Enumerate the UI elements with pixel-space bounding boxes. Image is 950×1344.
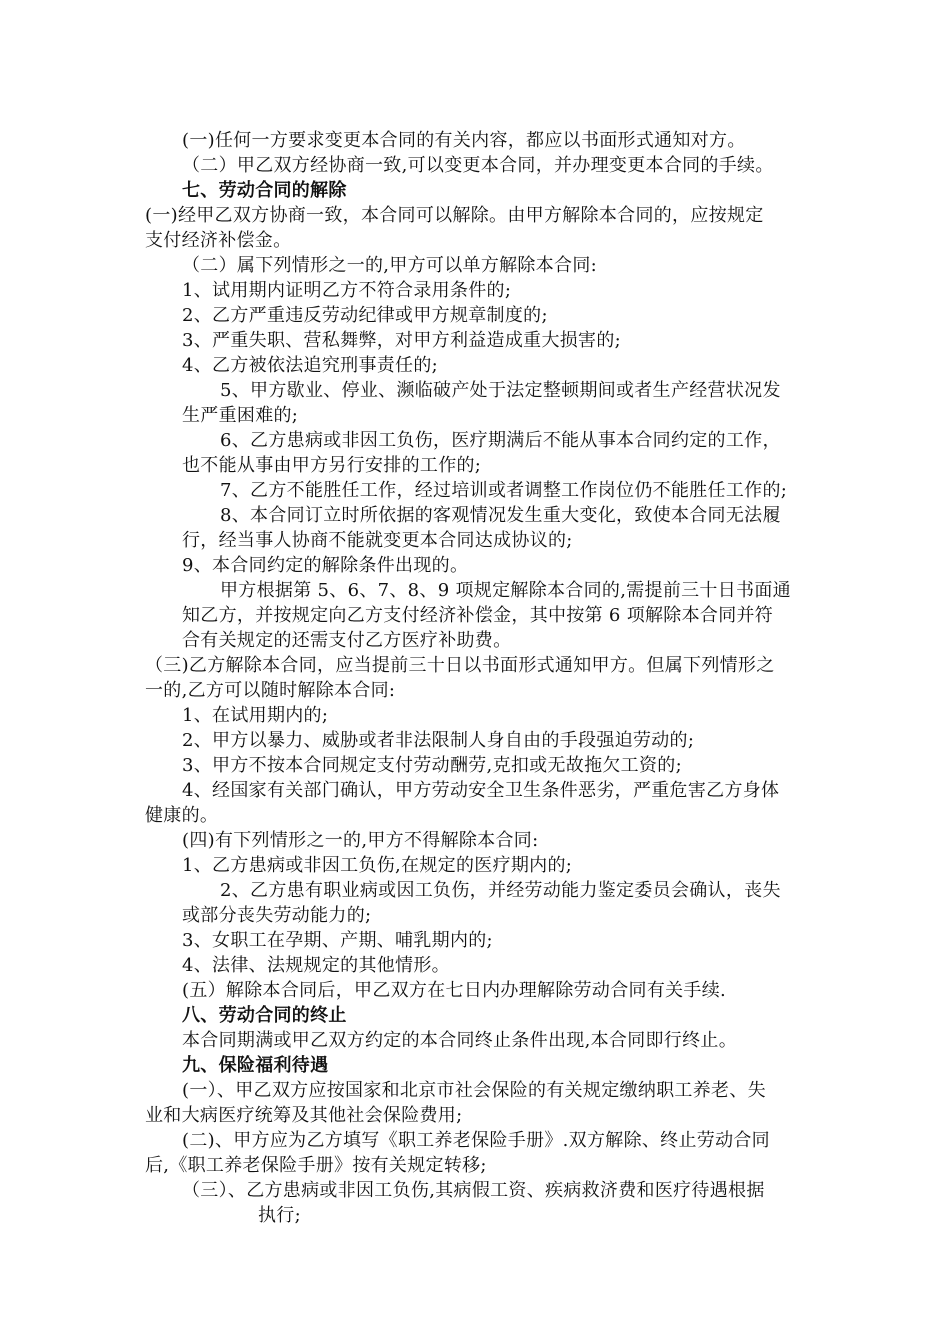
text-line: 生严重困难的;	[182, 405, 299, 426]
text-line: （二）甲乙双方经协商一致,可以变更本合同，并办理变更本合同的手续。	[182, 155, 774, 176]
text-line: （三）、乙方患病或非因工负伤,其病假工资、疾病救济费和医疗待遇根据	[182, 1180, 765, 1201]
text-line: 6、乙方患病或非因工负伤，医疗期满后不能从事本合同约定的工作，	[220, 430, 781, 451]
text-line: 业和大病医疗统筹及其他社会保险费用;	[145, 1105, 463, 1126]
text-line: 9、本合同约定的解除条件出现的。	[182, 555, 469, 576]
text-line: （二）属下列情形之一的,甲方可以单方解除本合同:	[182, 255, 597, 276]
text-line: (五）解除本合同后，甲乙双方在七日内办理解除劳动合同有关手续.	[182, 980, 727, 1001]
text-line: 3、严重失职、营私舞弊，对甲方利益造成重大损害的;	[182, 330, 622, 351]
text-line: 健康的。	[145, 805, 219, 826]
text-line: 执行;	[258, 1205, 301, 1226]
text-line: 一的,乙方可以随时解除本合同:	[145, 680, 396, 701]
text-line: 1、乙方患病或非因工负伤,在规定的医疗期内的;	[182, 855, 573, 876]
text-line: 3、女职工在孕期、产期、哺乳期内的;	[182, 930, 493, 951]
text-line: 或部分丧失劳动能力的;	[182, 905, 372, 926]
section-heading: 九、保险福利待遇	[182, 1055, 329, 1076]
section-heading: 八、劳动合同的终止	[182, 1005, 347, 1026]
text-line: 甲方根据第 5、6、7、8、9 项规定解除本合同的,需提前三十日书面通	[220, 580, 791, 601]
text-line: 行，经当事人协商不能就变更本合同达成协议的;	[182, 530, 573, 551]
text-line: 4、经国家有关部门确认，甲方劳动安全卫生条件恶劣，严重危害乙方身体	[182, 780, 780, 801]
text-line: 合有关规定的还需支付乙方医疗补助费。	[182, 630, 512, 651]
text-line: 1、试用期内证明乙方不符合录用条件的;	[182, 280, 512, 301]
section-heading: 七、劳动合同的解除	[182, 180, 347, 201]
text-line: 5、甲方歇业、停业、濒临破产处于法定整顿期间或者生产经营状况发	[220, 380, 781, 401]
text-line: 4、乙方被依法追究刑事责任的;	[182, 355, 439, 376]
text-line: 7、乙方不能胜任工作，经过培训或者调整工作岗位仍不能胜任工作的;	[220, 480, 788, 501]
text-line: 也不能从事由甲方另行安排的工作的;	[182, 455, 482, 476]
text-line: 4、法律、法规规定的其他情形。	[182, 955, 450, 976]
text-line: (四)有下列情形之一的,甲方不得解除本合同:	[182, 830, 539, 851]
text-line: (二)、甲方应为乙方填写《职工养老保险手册》.双方解除、终止劳动合同	[182, 1130, 770, 1151]
text-line: 本合同期满或甲乙双方约定的本合同终止条件出现,本合同即行终止。	[182, 1030, 738, 1051]
text-line: (一）、甲乙双方应按国家和北京市社会保险的有关规定缴纳职工养老、失	[182, 1080, 766, 1101]
text-line: 2、乙方严重违反劳动纪律或甲方规章制度的;	[182, 305, 548, 326]
text-line: （三)乙方解除本合同，应当提前三十日以书面形式通知甲方。但属下列情形之	[145, 655, 775, 676]
text-line: (一)经甲乙双方协商一致，本合同可以解除。由甲方解除本合同的，应按规定	[145, 205, 764, 226]
text-line: 知乙方，并按规定向乙方支付经济补偿金，其中按第 6 项解除本合同并符	[182, 605, 774, 626]
text-line: (一)任何一方要求变更本合同的有关内容，都应以书面形式通知对方。	[182, 130, 746, 151]
text-line: 1、在试用期内的;	[182, 705, 329, 726]
text-line: 8、本合同订立时所依据的客观情况发生重大变化，致使本合同无法履	[220, 505, 781, 526]
text-line: 2、乙方患有职业病或因工负伤，并经劳动能力鉴定委员会确认，丧失	[220, 880, 781, 901]
text-line: 支付经济补偿金。	[145, 230, 292, 251]
text-line: 后,《职工养老保险手册》按有关规定转移;	[145, 1155, 487, 1176]
text-line: 2、甲方以暴力、威胁或者非法限制人身自由的手段强迫劳动的;	[182, 730, 695, 751]
text-line: 3、甲方不按本合同规定支付劳动酬劳,克扣或无故拖欠工资的;	[182, 755, 682, 776]
